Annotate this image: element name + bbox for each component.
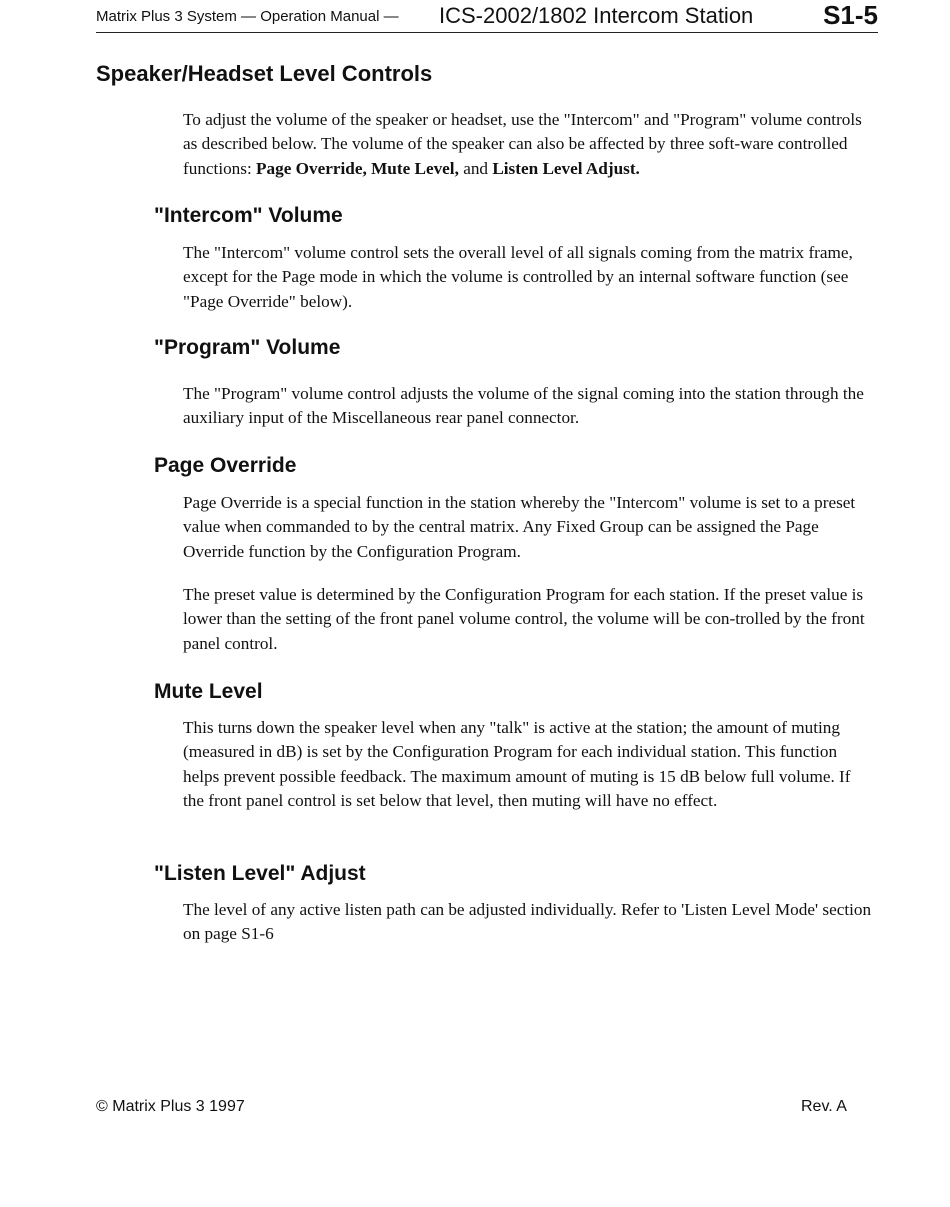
intro-text: To adjust the volume of the speaker or headset, use the "Intercom" and "Program" volume controls as described below. The volume of the speaker can also be affected by three soft-ware controlled functions: <box>183 110 862 178</box>
subsection-title-intercom-volume: "Intercom" Volume <box>154 204 343 227</box>
subsection-title-mute-level: Mute Level <box>154 680 263 703</box>
intro-paragraph <box>183 108 875 181</box>
running-header <box>96 0 878 33</box>
header-manual-title: Matrix Plus 3 System — Operation Manual — <box>96 8 399 25</box>
subsection-title-page-override: Page Override <box>154 454 297 477</box>
header-page-number: S1-5 <box>823 0 878 30</box>
intercom-volume-paragraph: The "Intercom" volume control sets the overall level of all signals coming from the matrix frame, except for the Page mode in which the volume is controlled by an internal software function (see "Page Override" below). <box>183 243 853 311</box>
listen-level-paragraph: The level of any active listen path can be adjusted individually. Refer to 'Listen Level Mode' section on page S1-6 <box>183 900 872 944</box>
program-volume-paragraph: The "Program" volume control adjusts the volume of the signal coming into the station through the auxiliary input of the Miscellaneous rear panel connector. <box>183 384 864 428</box>
page-override-paragraph-2: The preset value is determined by the Configuration Program for each station. If the preset value is lower than the setting of the front panel volume control, the volume will be con-trolled by the front panel control. <box>183 585 865 653</box>
footer-copyright: © Matrix Plus 3 1997 <box>96 1098 245 1115</box>
section-title-speaker-headset: Speaker/Headset Level Controls <box>96 61 433 86</box>
subsection-title-program-volume: "Program" Volume <box>154 336 341 359</box>
mute-level-paragraph: This turns down the speaker level when any "talk" is active at the station; the amount of muting (measured in dB) is set by the Configuration Program for each individual station. This function helps prevent possible feedback. The maximum amount of muting is 15 dB below full volume. If the front panel control is set below that level, then muting will have no effect. <box>183 718 851 810</box>
subsection-title-listen-level-adjust: "Listen Level" Adjust <box>154 862 366 885</box>
page-override-paragraph-1: Page Override is a special function in the station whereby the "Intercom" volume is set to a preset value when commanded to by the central matrix. Any Fixed Group can be assigned the Page Override function by the Configuration Program. <box>183 493 856 561</box>
footer-revision: Rev. A <box>801 1098 847 1115</box>
intro-and: and <box>458 158 493 178</box>
header-station-title: ICS-2002/1802 Intercom Station <box>439 3 754 28</box>
intro-bold-functions: Page Override, Mute Level, <box>256 158 459 178</box>
intro-bold-listen-level: Listen Level Adjust. <box>492 158 640 178</box>
